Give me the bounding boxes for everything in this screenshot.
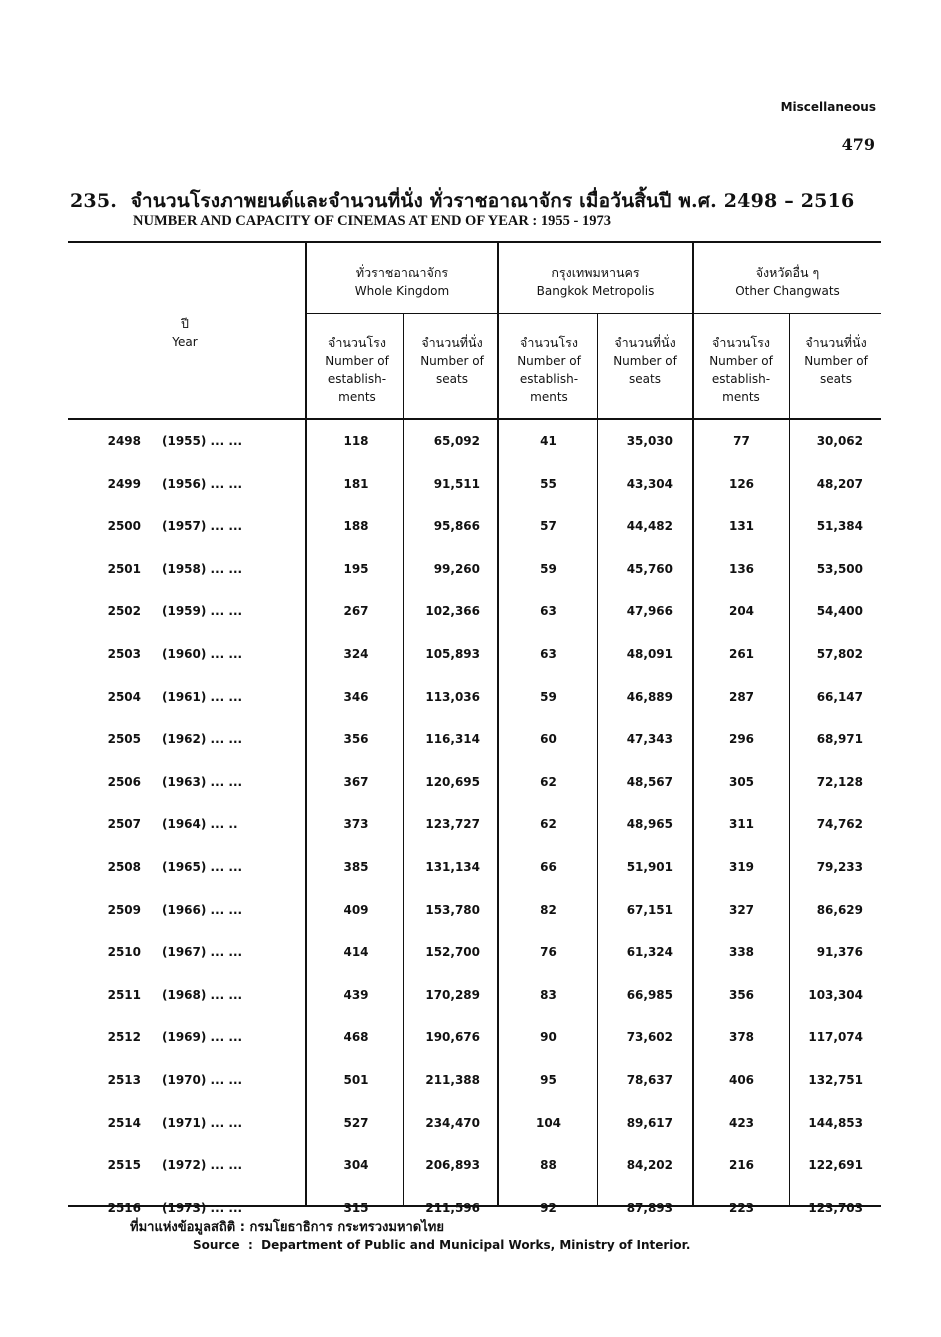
cell-bkk-seats: 48,091: [626, 647, 673, 661]
cell-wk-seats: 116,314: [425, 732, 480, 746]
cell-oth-establishments: 305: [728, 775, 755, 789]
cell-oth-seats: 48,207: [816, 477, 863, 491]
cell-year-ad: (1960) ... ...: [162, 647, 243, 661]
cell-wk-establishments: 195: [343, 562, 369, 576]
table-row: [0, 775, 941, 793]
cell-year-ad: (1962) ... ...: [162, 732, 243, 746]
cell-wk-seats: 152,700: [425, 945, 480, 959]
cell-wk-establishments: 304: [343, 1158, 369, 1172]
cell-year-be: 2514: [107, 1116, 141, 1130]
cell-year-ad: (1959) ... ...: [162, 604, 243, 618]
cell-wk-establishments: 367: [343, 775, 369, 789]
source-label: Source: [193, 1238, 240, 1252]
cell-year-ad: (1955) ... ...: [162, 434, 243, 448]
header-bottom-rule: [68, 418, 881, 420]
group-header-whole-kingdom: ทั่วราชอาณาจักร Whole Kingdom: [354, 265, 450, 298]
cell-bkk-establishments: 55: [540, 477, 557, 491]
cell-oth-seats: 144,853: [808, 1116, 863, 1130]
cell-bkk-seats: 44,482: [626, 519, 673, 533]
cell-bkk-establishments: 62: [540, 817, 557, 831]
cell-bkk-seats: 35,030: [626, 434, 673, 448]
cell-year-be: 2504: [107, 690, 141, 704]
table-top-rule: [68, 241, 881, 243]
cell-oth-seats: 51,384: [816, 519, 863, 533]
col-header-wk-establishments: จำนวนโรง Number of establish- ments: [325, 335, 389, 404]
cell-year-be: 2503: [107, 647, 141, 661]
cell-bkk-seats: 45,760: [626, 562, 673, 576]
cell-year-ad: (1963) ... ...: [162, 775, 243, 789]
cell-oth-seats: 103,304: [808, 988, 863, 1002]
cell-wk-seats: 153,780: [425, 903, 480, 917]
table-row: [0, 1116, 941, 1134]
cell-oth-establishments: 126: [728, 477, 755, 491]
cell-wk-establishments: 409: [343, 903, 369, 917]
cell-oth-establishments: 77: [733, 434, 750, 448]
cell-wk-seats: 105,893: [425, 647, 480, 661]
cell-bkk-seats: 48,965: [626, 817, 673, 831]
table-row: [0, 1158, 941, 1176]
cell-year-be: 2508: [107, 860, 141, 874]
cell-year-ad: (1970) ... ...: [162, 1073, 243, 1087]
section-label: Miscellaneous: [780, 100, 876, 114]
cell-year-ad: (1969) ... ...: [162, 1030, 243, 1044]
col-header-bkk-seats: จำนวนที่นั่ง Number of seats: [613, 335, 677, 386]
cell-year-ad: (1961) ... ...: [162, 690, 243, 704]
cell-bkk-seats: 87,893: [626, 1201, 673, 1215]
cell-wk-seats: 190,676: [425, 1030, 480, 1044]
cell-year-be: 2511: [107, 988, 141, 1002]
cell-year-ad: (1958) ... ...: [162, 562, 243, 576]
cell-bkk-establishments: 83: [540, 988, 557, 1002]
year-header-english: Year: [172, 335, 198, 349]
cell-year-be: 2515: [107, 1158, 141, 1172]
cell-bkk-establishments: 92: [540, 1201, 557, 1215]
cell-wk-seats: 206,893: [425, 1158, 480, 1172]
cell-bkk-seats: 78,637: [626, 1073, 673, 1087]
table-title-english: NUMBER AND CAPACITY OF CINEMAS AT END OF YEAR : 1955 - 1973: [133, 213, 611, 229]
cell-wk-seats: 113,036: [425, 690, 480, 704]
cell-wk-seats: 234,470: [425, 1116, 480, 1130]
cell-wk-seats: 211,596: [425, 1201, 480, 1215]
cell-oth-establishments: 216: [728, 1158, 755, 1172]
cell-oth-establishments: 287: [728, 690, 755, 704]
table-row: [0, 562, 941, 580]
table-row: [0, 903, 941, 921]
cell-year-be: 2507: [107, 817, 141, 831]
cell-wk-establishments: 414: [343, 945, 369, 959]
cell-wk-seats: 131,134: [425, 860, 480, 874]
year-header-thai: ปี: [181, 316, 189, 331]
col-divider-year: [305, 243, 307, 1206]
cell-year-ad: (1966) ... ...: [162, 903, 243, 917]
cell-year-be: 2499: [107, 477, 141, 491]
cell-bkk-establishments: 76: [540, 945, 557, 959]
cell-year-be: 2500: [107, 519, 141, 533]
cell-year-ad: (1965) ... ...: [162, 860, 243, 874]
cell-wk-establishments: 501: [343, 1073, 369, 1087]
cell-bkk-seats: 67,151: [626, 903, 673, 917]
cell-bkk-establishments: 63: [540, 604, 557, 618]
table-row: [0, 988, 941, 1006]
cell-wk-establishments: 188: [343, 519, 369, 533]
cell-wk-establishments: 118: [343, 434, 369, 448]
cell-bkk-establishments: 60: [540, 732, 557, 746]
cell-oth-establishments: 204: [728, 604, 755, 618]
cell-wk-establishments: 373: [343, 817, 369, 831]
cell-year-be: 2510: [107, 945, 141, 959]
cell-wk-seats: 170,289: [425, 988, 480, 1002]
cell-oth-establishments: 261: [728, 647, 755, 661]
group-header-other-changwats: จังหวัดอื่น ๆ Other Changwats: [735, 265, 840, 298]
cell-year-be: 2513: [107, 1073, 141, 1087]
cell-bkk-seats: 47,343: [626, 732, 673, 746]
cell-wk-seats: 120,695: [425, 775, 480, 789]
cell-year-ad: (1967) ... ...: [162, 945, 243, 959]
cell-bkk-seats: 89,617: [626, 1116, 673, 1130]
cell-oth-seats: 66,147: [816, 690, 863, 704]
year-header: [140, 315, 230, 351]
cell-wk-establishments: 527: [343, 1116, 369, 1130]
table-row: [0, 732, 941, 750]
cell-oth-establishments: 356: [728, 988, 755, 1002]
col-header-oth-seats: จำนวนที่นั่ง Number of seats: [804, 335, 868, 386]
cell-wk-seats: 91,511: [433, 477, 480, 491]
cell-wk-seats: 99,260: [433, 562, 480, 576]
cell-wk-establishments: 439: [343, 988, 369, 1002]
cell-year-be: 2501: [107, 562, 141, 576]
cell-oth-establishments: 327: [728, 903, 755, 917]
cell-bkk-establishments: 82: [540, 903, 557, 917]
cell-oth-seats: 74,762: [816, 817, 863, 831]
cell-bkk-seats: 43,304: [626, 477, 673, 491]
cell-oth-seats: 79,233: [816, 860, 863, 874]
cell-oth-seats: 91,376: [816, 945, 863, 959]
cell-oth-seats: 53,500: [816, 562, 863, 576]
cell-bkk-seats: 73,602: [626, 1030, 673, 1044]
cell-wk-establishments: 356: [343, 732, 369, 746]
cell-bkk-establishments: 59: [540, 690, 557, 704]
cell-year-ad: (1972) ... ...: [162, 1158, 243, 1172]
cell-wk-seats: 211,388: [425, 1073, 480, 1087]
table-row: [0, 817, 941, 835]
table-row: [0, 1073, 941, 1091]
col-divider-group2: [692, 243, 694, 1206]
source-thai: ที่มาแห่งข้อมูลสถิติ : กรมโยธาธิการ กระทรวงมหาดไทย: [130, 1220, 444, 1235]
cell-year-ad: (1956) ... ...: [162, 477, 243, 491]
cell-oth-seats: 122,691: [808, 1158, 863, 1172]
cell-year-be: 2498: [107, 434, 141, 448]
col-header-oth-establishments: จำนวนโรง Number of establish- ments: [709, 335, 773, 404]
table-number: 235.: [70, 190, 118, 212]
table-row: [0, 690, 941, 708]
cell-wk-establishments: 385: [343, 860, 369, 874]
cell-year-be: 2509: [107, 903, 141, 917]
cell-wk-establishments: 267: [343, 604, 369, 618]
cell-oth-establishments: 378: [728, 1030, 755, 1044]
cell-bkk-seats: 46,889: [626, 690, 673, 704]
cell-bkk-seats: 61,324: [626, 945, 673, 959]
cell-oth-seats: 123,703: [808, 1201, 863, 1215]
cell-bkk-establishments: 41: [540, 434, 557, 448]
page-number: 479: [841, 135, 875, 154]
cell-oth-establishments: 131: [728, 519, 755, 533]
source-english: Source : Department of Public and Municipal Works, Ministry of Interior.: [193, 1238, 691, 1252]
cell-bkk-seats: 48,567: [626, 775, 673, 789]
cell-bkk-establishments: 59: [540, 562, 557, 576]
cell-oth-seats: 132,751: [808, 1073, 863, 1087]
col-header-bkk-establishments: จำนวนโรง Number of establish- ments: [517, 335, 581, 404]
cell-bkk-seats: 84,202: [626, 1158, 673, 1172]
cell-oth-establishments: 296: [728, 732, 755, 746]
cell-bkk-establishments: 95: [540, 1073, 557, 1087]
table-row: [0, 477, 941, 495]
cell-year-be: 2505: [107, 732, 141, 746]
cell-bkk-establishments: 63: [540, 647, 557, 661]
cell-wk-seats: 95,866: [433, 519, 480, 533]
cell-wk-establishments: 346: [343, 690, 369, 704]
cell-oth-seats: 57,802: [816, 647, 863, 661]
cell-wk-seats: 65,092: [433, 434, 480, 448]
cell-bkk-establishments: 88: [540, 1158, 557, 1172]
source-text: Department of Public and Municipal Works, Ministry of Interior.: [261, 1238, 691, 1252]
cell-oth-establishments: 406: [728, 1073, 755, 1087]
table-row: [0, 647, 941, 665]
cell-wk-establishments: 181: [343, 477, 369, 491]
cell-oth-establishments: 311: [728, 817, 755, 831]
cell-wk-establishments: 468: [343, 1030, 369, 1044]
cell-year-ad: (1957) ... ...: [162, 519, 243, 533]
table-row: [0, 434, 941, 452]
table-row: [0, 519, 941, 537]
cell-oth-establishments: 319: [728, 860, 755, 874]
cell-wk-establishments: 315: [343, 1201, 369, 1215]
title-thai-text: จำนวนโรงภาพยนต์และจำนวนที่นั่ง ทั่วราชอาณาจักร เมื่อวันสิ้นปี พ.ศ. 2498 – 2516: [130, 190, 855, 212]
cell-year-ad: (1973) ... ...: [162, 1201, 243, 1215]
cell-bkk-establishments: 57: [540, 519, 557, 533]
cell-bkk-establishments: 66: [540, 860, 557, 874]
cell-bkk-establishments: 90: [540, 1030, 557, 1044]
cell-wk-establishments: 324: [343, 647, 369, 661]
cell-oth-seats: 68,971: [816, 732, 863, 746]
cell-oth-seats: 72,128: [816, 775, 863, 789]
table-title-thai: [70, 186, 854, 216]
cell-bkk-seats: 66,985: [626, 988, 673, 1002]
cell-oth-establishments: 423: [728, 1116, 755, 1130]
cell-bkk-seats: 51,901: [626, 860, 673, 874]
cell-year-ad: (1968) ... ...: [162, 988, 243, 1002]
cell-wk-seats: 123,727: [425, 817, 480, 831]
cell-year-be: 2516: [107, 1201, 141, 1215]
cell-bkk-establishments: 104: [535, 1116, 562, 1130]
cell-year-ad: (1964) ... ..: [162, 817, 238, 831]
cell-bkk-seats: 47,966: [626, 604, 673, 618]
col-header-wk-seats: จำนวนที่นั่ง Number of seats: [420, 335, 484, 386]
cell-oth-seats: 30,062: [816, 434, 863, 448]
cell-oth-establishments: 223: [728, 1201, 755, 1215]
col-divider-group1: [497, 243, 499, 1206]
group-header-rule: [306, 313, 881, 314]
table-row: [0, 945, 941, 963]
cell-oth-seats: 117,074: [808, 1030, 863, 1044]
cell-oth-establishments: 136: [728, 562, 755, 576]
table-row: [0, 604, 941, 622]
cell-year-ad: (1971) ... ...: [162, 1116, 243, 1130]
table-row: [0, 1030, 941, 1048]
cell-year-be: 2506: [107, 775, 141, 789]
cell-oth-seats: 54,400: [816, 604, 863, 618]
cell-oth-establishments: 338: [728, 945, 755, 959]
cell-bkk-establishments: 62: [540, 775, 557, 789]
cell-wk-seats: 102,366: [425, 604, 480, 618]
cell-oth-seats: 86,629: [816, 903, 863, 917]
cell-year-be: 2512: [107, 1030, 141, 1044]
group-header-bangkok: กรุงเทพมหานคร Bangkok Metropolis: [536, 265, 655, 298]
table-row: [0, 860, 941, 878]
cell-year-be: 2502: [107, 604, 141, 618]
